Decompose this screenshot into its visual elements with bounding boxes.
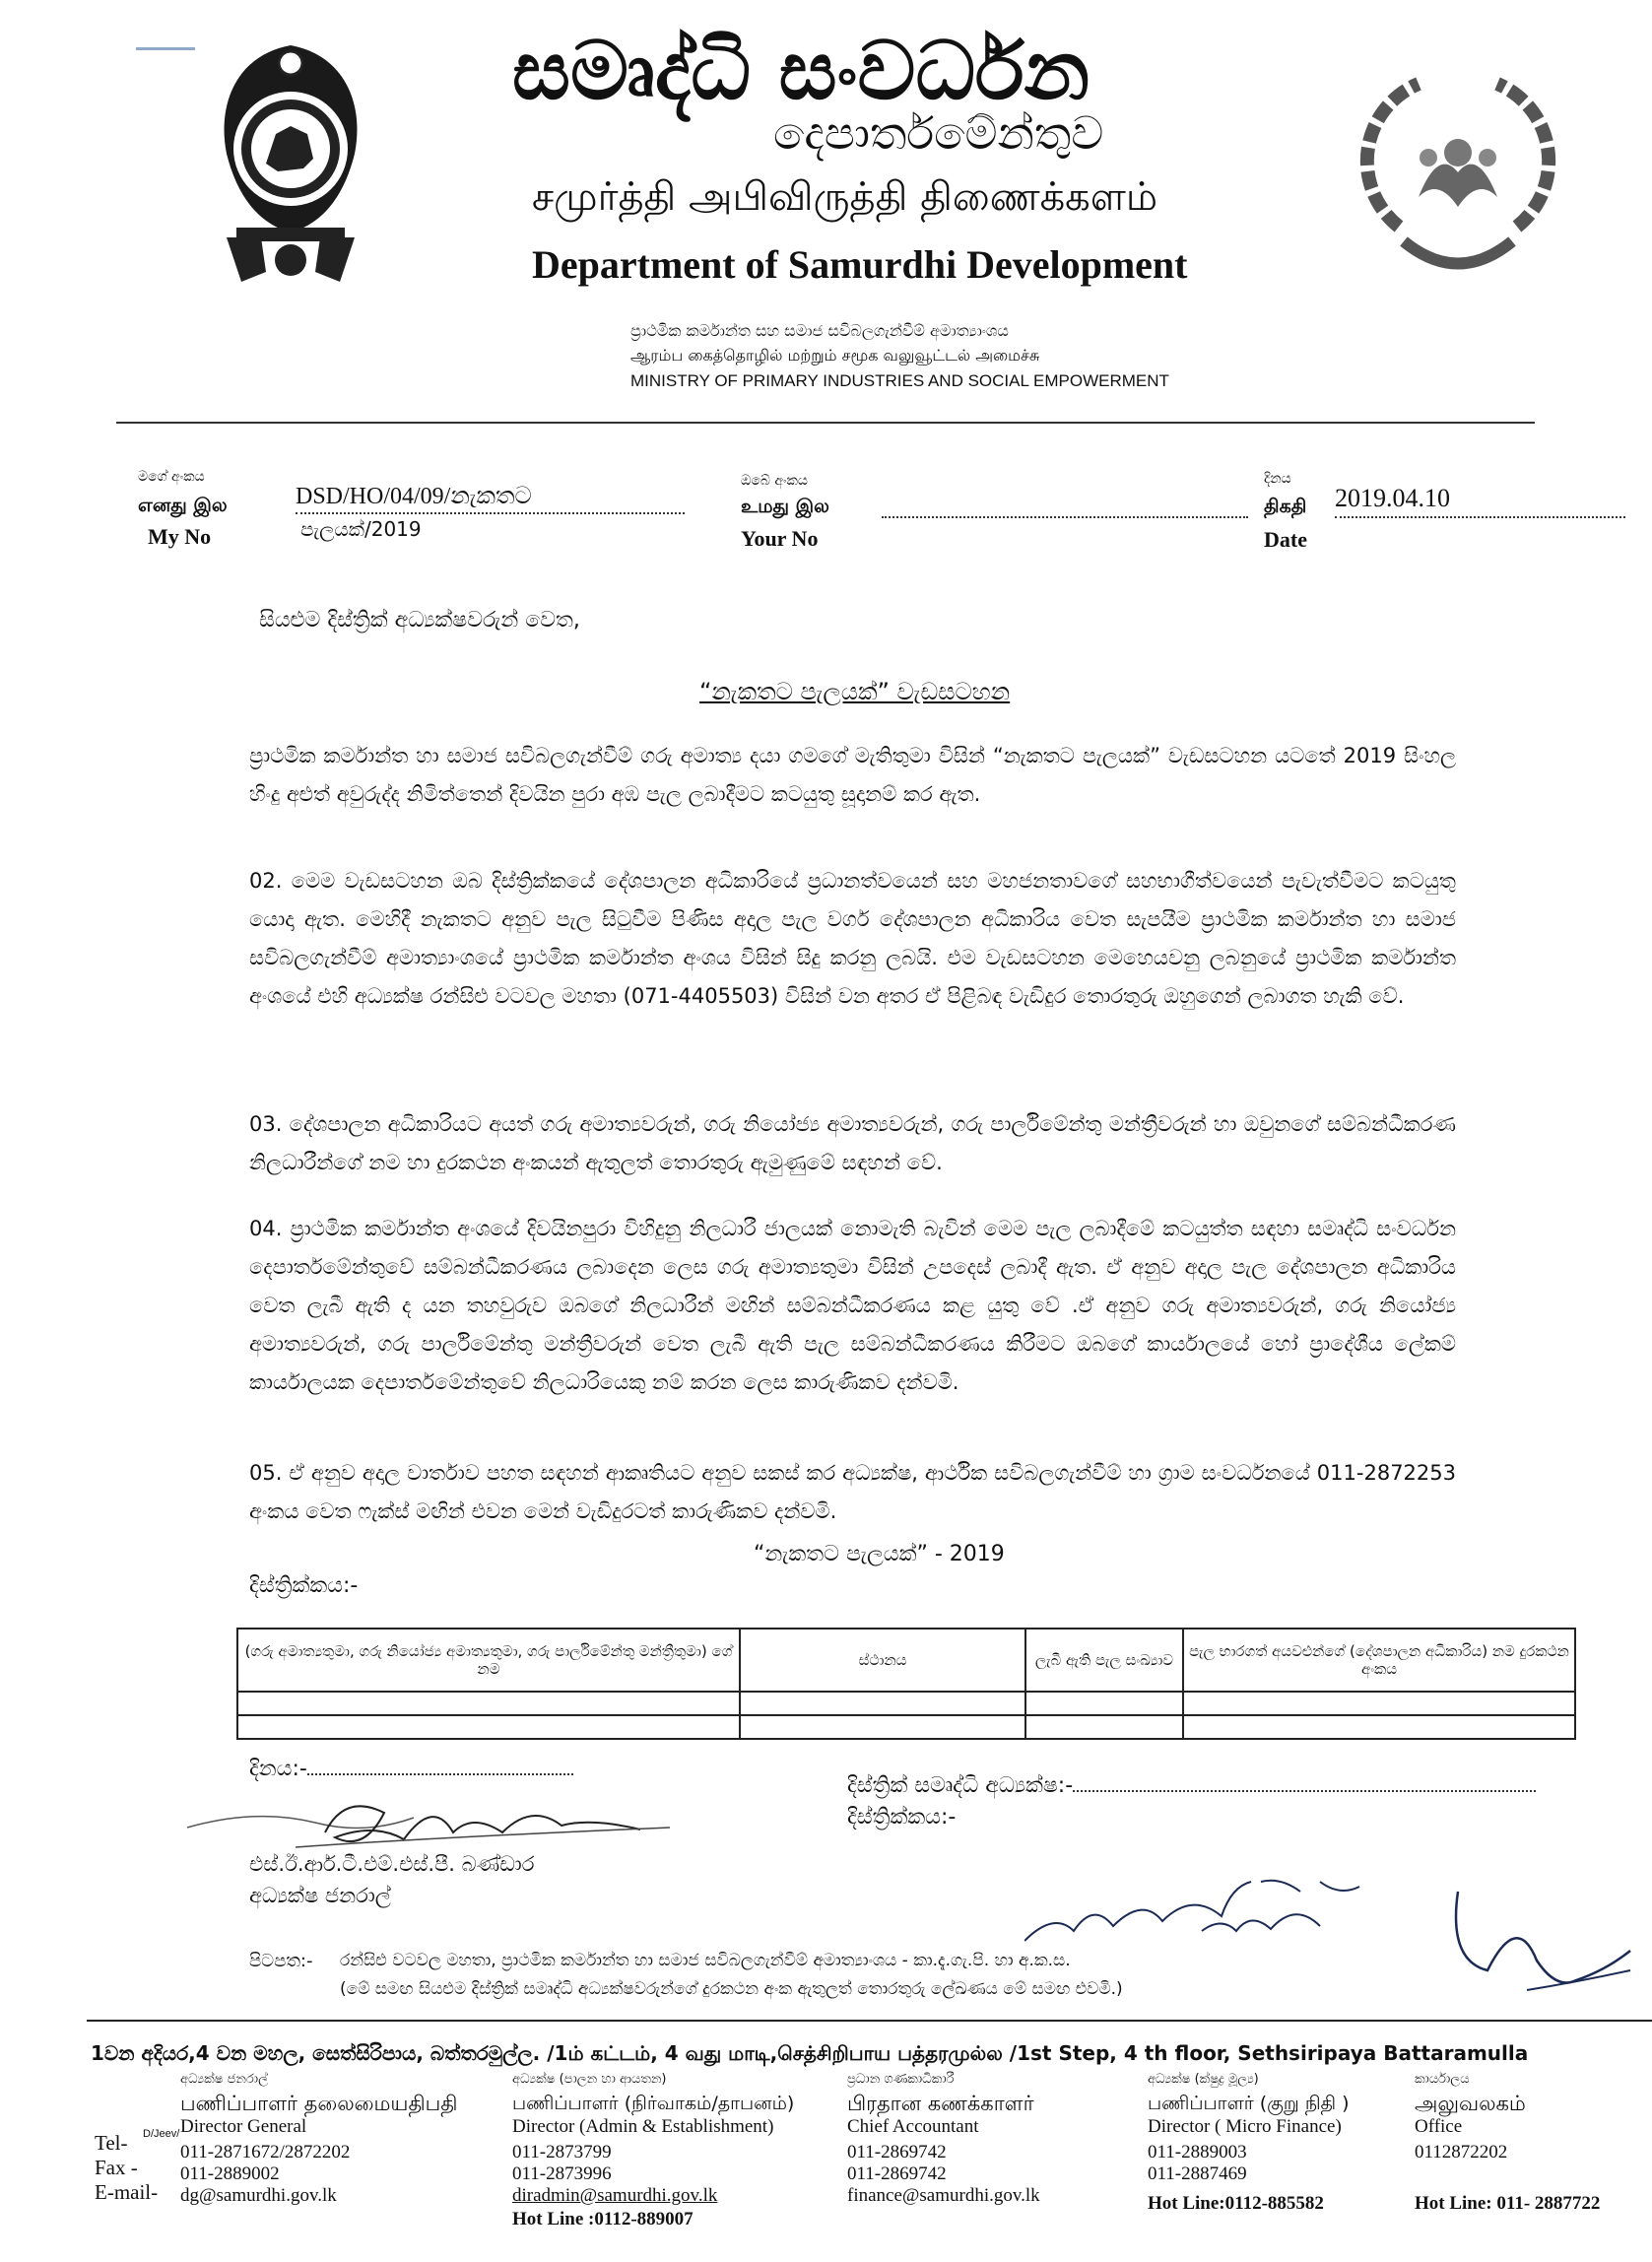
office-title-en: Office: [1415, 2116, 1463, 2137]
mf-tel: 011-2889003: [1148, 2142, 1247, 2162]
cc-line-1: රන්සිළු වටවල මහතා, ප්‍රාථමික කර්මාන්ත හා සමාජ සවිබලගැන්වීම් අමාත්‍යාංශය - කා.දැ.ගැ.පි. හා අ.ක.ස.: [340, 1951, 1071, 1970]
table-row: [237, 1692, 1575, 1715]
header-name: (ගරු අමාත්‍යතුමා, ගරු නියෝජ්‍ය අමාත්‍යතුමා, ගරු පාර්ලිමේන්තු මන්ත්‍රීතුමා) ගේ නම: [237, 1629, 740, 1692]
date-label-si: දිනය: [1264, 471, 1291, 487]
signatory-name: එස්.ඊ.ආර්.ටී.එම්.එස්.පී. බණ්ඩාර: [249, 1852, 535, 1876]
date-field-text: දිනය:-: [249, 1757, 307, 1781]
district-field-label: දිස්ත්‍රික්කය:-: [847, 1805, 957, 1830]
date-field-dots: [307, 1773, 573, 1775]
mf-fax: 011-2887469: [1148, 2163, 1247, 2184]
mf-hotline: Hot Line:0112-885582: [1148, 2193, 1324, 2214]
ministry-english: MINISTRY OF PRIMARY INDUSTRIES AND SOCIAL EMPOWERMENT: [630, 371, 1169, 390]
header-plant-count: ලැබී ඇති පැල සංඛ්‍යාව: [1025, 1629, 1183, 1692]
dg-fax: 011-2889002: [180, 2163, 280, 2184]
ca-tel: 011-2869742: [847, 2142, 947, 2162]
footer-rule: [87, 2020, 1652, 2022]
dept-title-english: Department of Samurdhi Development: [532, 242, 1188, 287]
da-hotline: Hot Line :0112-889007: [512, 2209, 694, 2229]
contact-director-general: [180, 2069, 496, 2207]
contact-director-admin: [512, 2069, 837, 2230]
office-hotline: Hot Line: 011- 2887722: [1415, 2193, 1601, 2214]
dg-title-ta: பணிப்பாளர் தலைமையதிபதி: [180, 2092, 458, 2115]
table-row: [237, 1715, 1575, 1739]
da-fax: 011-2873996: [512, 2163, 612, 2184]
date-label-ta: திகதி: [1264, 496, 1307, 517]
dg-email[interactable]: dg@samurdhi.gov.lk: [180, 2185, 337, 2206]
your-no-label-si: ඔබේ අංකය: [741, 473, 808, 489]
contact-chief-accountant: [847, 2069, 1143, 2207]
dg-tel: 011-2871672/2872202: [180, 2142, 351, 2162]
dg-title-si: අධ්‍යක්ෂ ජනරාල්: [180, 2072, 268, 2087]
tel-label: Tel-: [95, 2131, 128, 2155]
paragraph-4: 04. ප්‍රාථමික කර්මාන්ත අංශයේ දිවයිනපුරා විහිදුනු නිලධාරී ජාලයක් නොමැති බැවින් මෙම පැල ලබාදීමේ කටයුත්ත සඳහා සමෘද්ධි සංවර්ධන දෙපාර්තමේන්තුවේ සම්බන්ධීකරණය ලබාදෙන ලෙස ගරු අමාත්‍යතුමා විසින් උපදෙස් ලබාදී ඇත. ඒ අනුව අදාල පැල දේශපාලන අධිකාරිය වෙත ලැබී ඇති ද යන තහවුරුව ඔබගේ නිලධාරීන් මඟින් සම්බන්ධීකරණය කළ යුතු වේ .ඒ අනුව ගරු අමාත්‍යවරුන්, ගරු නියෝජ්‍ය අමාත්‍යවරුන්, ගරු පාර්ලිමේන්තු මන්ත්‍රීවරුන් වෙත ලැබී ඇති පැල සම්බන්ධීකරණය කිරීමට ඔබගේ කාර්යාලයේ හෝ ප්‍රාදේශීය ලේකම් කාර්යාලයක දෙපාර්තමේන්තුවේ නිලධාරියෙකු නම් කරන ලෙස කාරුණිකව දන්වමි.: [249, 1217, 1456, 1394]
ca-fax: 011-2869742: [847, 2163, 947, 2184]
da-title-en: Director (Admin & Establishment): [512, 2116, 774, 2137]
your-no-label-en: Your No: [741, 526, 819, 551]
date-value: 2019.04.10: [1335, 481, 1625, 518]
district-director-text: දිස්ත්‍රික් සමෘද්ධි අධ්‍යක්ෂ:-: [847, 1773, 1074, 1798]
da-title-si: අධ්‍යක්ෂ (පාලන හා ආයතන): [512, 2072, 667, 2087]
da-title-ta: பணிப்பாளர் (நிர்வாகம்/தாபனம்): [512, 2093, 795, 2114]
da-email[interactable]: diradmin@samurdhi.gov.lk: [512, 2185, 718, 2206]
samurdhi-logo-icon: [1359, 59, 1556, 276]
your-no-label-ta: உமது இல: [741, 496, 829, 517]
cc-label: පිටපත:-: [249, 1951, 313, 1971]
ministry-tamil: ஆரம்ப கைத்தொழில் மற்றும் சமூக வலுவூட்டல் அமைச்சு: [630, 346, 1040, 365]
date-label-en: Date: [1264, 527, 1307, 552]
my-no-value: DSD/HO/04/09/නැකතට: [296, 481, 685, 514]
mf-title-en: Director ( Micro Finance): [1148, 2116, 1342, 2137]
handwritten-note-image: [1024, 1872, 1635, 2029]
dept-title-tamil: சமுர்த்தி அபிவிருத்தி திணைக்களம்: [532, 174, 1158, 220]
paragraph-3: 03. දේශපාලන අධිකාරියට අයත් ගරු අමාත්‍යවරුන්, ගරු නියෝජ්‍ය අමාත්‍යවරුන්, ගරු පාර්ලිමේන්තු මන්ත්‍රීවරුන් හා ඔවුනගේ සම්බන්ධීකරණ නිලධාරීන්ගේ නම හා දුරකථන අංකයන් ඇතුලත් තොරතුරු ඇමුණුමේ සඳහන් වේ.: [249, 1112, 1456, 1174]
dept-subtitle-sinhala: දෙපාර්තමේන්තුව: [773, 106, 1104, 160]
mf-title-ta: பணிப்பாளர் (குறு நிதி ): [1148, 2093, 1350, 2114]
paragraph-1: ප්‍රාථමික කර්මාන්ත හා සමාජ සවිබලගැන්වීම් ගරු අමාත්‍ය දයා ගමගේ මැතිතුමා විසින් “නැකතට පැලයක්” වැඩසටහන යටතේ 2019 සිංහල හිංදු අළුත් අවුරුද්ද නිමිත්තෙන් දිවයින පුරා අඹ පැල ලබාදීමට කටයුතු සූදානම් කර ඇත.: [249, 744, 1456, 806]
contact-office: [1415, 2069, 1651, 2215]
district-director-dots: [1073, 1790, 1536, 1792]
salutation: සියළුම දිස්ත්‍රික් අධ්‍යක්ෂවරුන් වෙත,: [259, 608, 580, 632]
my-no-value-cont: පැලයක්/2019: [300, 517, 422, 541]
office-tel: 0112872202: [1415, 2142, 1508, 2162]
contact-director-micro-finance: [1148, 2069, 1404, 2215]
sri-lanka-emblem-icon: [197, 35, 384, 287]
district-director-label: [847, 1773, 1536, 1798]
header-recipient: පැල භාරගත් අයවළුන්ගේ (දේශපාලන අධිකාරිය) නම දුරකථන අංකය: [1183, 1629, 1575, 1692]
signatory-title: අධ්‍යක්ෂ ජනරාල්: [249, 1884, 391, 1907]
cc-line-2: (මේ සමඟ සියළුම දිස්ත්‍රික් සමෘද්ධි අධ්‍යක්ෂවරුන්ගේ දුරකථන අංක ඇතුලත් තොරතුරු ලේඛණය මේ සමඟ එවමි.): [340, 1979, 1123, 1999]
contact-labels: [95, 2131, 158, 2205]
ca-title-en: Chief Accountant: [847, 2116, 979, 2137]
fax-label: Fax -: [95, 2156, 138, 2179]
ca-title-si: ප්‍රධාන ගණකාධිකාරී: [847, 2072, 955, 2087]
header-rule: [116, 422, 1535, 424]
office-title-ta: அலுவலகம்: [1415, 2092, 1526, 2115]
scan-mark: [136, 47, 195, 50]
ministry-sinhala: ප්‍රාථමික කර්මාන්ත සහ සමාජ සවිබලගැන්වීම් අමාත්‍යාංශය: [630, 321, 1009, 340]
table-header-row: [237, 1629, 1575, 1692]
header-location: ස්ථානය: [740, 1629, 1025, 1692]
dept-title-sinhala: සමෘද්ධි සංවර්ධන: [512, 25, 1090, 118]
form-district-label: දිස්ත්‍රික්කය:-: [249, 1573, 359, 1598]
mf-title-si: අධ්‍යක්ෂ (ක්ෂුද්‍ර මූල්‍ය): [1148, 2072, 1259, 2087]
paragraph-5: 05. ඒ අනුව අදාල වාර්තාව පහත සඳහන් ආකෘතියට අනුව සකස් කර අධ්‍යක්ෂ, ආර්ථික සවිබලගැන්වීම් හා ග්‍රාම සංවර්ධනයේ 011-2872253 අංකය වෙත ෆැක්ස් මඟින් එවන මෙන් වැඩිදුරටත් කාරුණිකව දන්වමි.: [249, 1461, 1456, 1523]
my-no-label-ta: எனது இல: [138, 495, 228, 516]
email-label: E-mail-: [95, 2180, 159, 2204]
ca-email[interactable]: finance@samurdhi.gov.lk: [847, 2185, 1040, 2206]
form-title: “නැකතට පැලයක්” - 2019: [754, 1542, 1005, 1566]
letter-heading: “නැකතට පැලයක්” වැඩසටහන: [699, 678, 1011, 705]
da-tel: 011-2873799: [512, 2142, 612, 2162]
file-reference: D/Jeev/: [143, 2128, 180, 2140]
ca-title-ta: பிரதான கணக்காளர்: [847, 2092, 1034, 2115]
my-no-label-si: මගේ අංකය: [138, 469, 205, 485]
paragraph-2: 02. මෙම වැඩසටහන ඔබ දිස්ත්‍රික්කයේ දේශපාලන අධිකාරියේ ප්‍රධානත්වයෙන් සහ මහජනතාවගේ සහභාගීත්වයෙන් පැවැත්වීමට කටයුතු යොදා ඇත. මෙහිදී නැකතට අනුව පැල සිටුවීම පිණිස අදාල පැල වර්ග දේශපාලන අධිකාරිය වෙත සැපයීම ප්‍රාථමික කර්මාන්ත හා සමාජ සවිබලගැන්වීම් අමාත්‍යාංශයේ ප්‍රාථමික කර්මාන්ත අංශය විසින් සිදු කරනු ලබයි. එම වැඩසටහන මෙහෙයවනු ලබනුයේ ප්‍රාථමික කර්මාන්ත අංශයේ එහි අධ්‍යක්ෂ රන්සිළු වටවල මහතා (071-4405503) විසින් වන අතර ඒ පිළිබඳ වැඩිදුර තොරතුරු ඔහුගෙන් ලබාගත හැකි වේ.: [249, 869, 1456, 1008]
dg-title-en: Director General: [180, 2116, 307, 2137]
office-title-si: කාර්යාලය: [1415, 2072, 1470, 2087]
my-no-label-en: My No: [148, 524, 212, 549]
footer-address: 1වන අදියර,4 වන මහල, සෙත්සිරිපාය, බත්තරමුල්ල. /1ம் கட்டம், 4 வது மாடி,செத்சிறிபாய பத்தரமுல்ல /1st Step, 4 th floor, Sethsiripaya Battaramulla: [91, 2041, 1529, 2065]
your-no-value: [882, 502, 1248, 518]
report-table: [236, 1628, 1576, 1740]
